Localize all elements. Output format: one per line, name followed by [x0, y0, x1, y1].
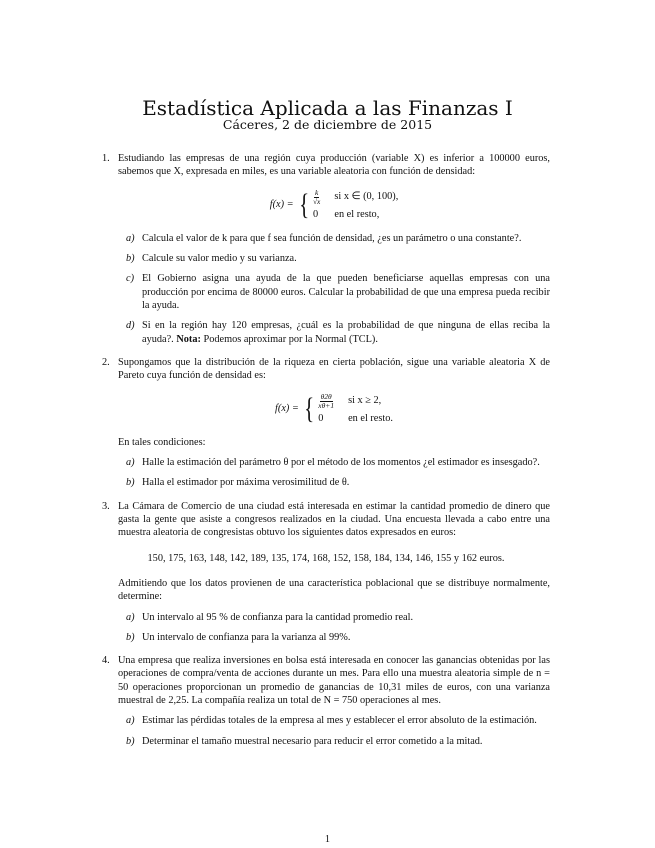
pareto-density-formula: [118, 393, 550, 425]
problem-statement: Estudiando las empresas de una región cuya producción (variable X) es inferior a 100000 euros, sabemos que X, expresada en miles, es una variable aleatoria con función de densidad:: [118, 153, 550, 178]
subquestion-label: a): [126, 611, 135, 623]
subquestions: [118, 611, 550, 645]
case1-condition: si x ∈ (0, 100),: [334, 191, 399, 203]
data-values: 150, 175, 163, 148, 142, 189, 135, 174, 168, 152, 158, 184, 134, 146, 155 y 162 euros.: [147, 552, 505, 564]
subquestions: [118, 456, 550, 490]
case1-denominator: xθ+1: [318, 400, 335, 410]
subquestion-a: [118, 456, 550, 469]
subquestion-text: Un intervalo al 95 % de confianza para la cantidad promedio real.: [142, 611, 414, 623]
problem-3: [102, 500, 550, 644]
problem-number: 2.: [102, 356, 110, 368]
subquestion-label: a): [126, 457, 135, 469]
formula-cases: [313, 189, 398, 221]
subquestion-label: d): [126, 320, 135, 332]
subquestion-label: b): [126, 631, 135, 643]
subquestion-text: Calcule su valor medio y su varianza.: [142, 253, 297, 265]
page-subtitle: Cáceres, 2 de diciembre de 2015: [222, 117, 433, 132]
problem-number: 1.: [102, 153, 110, 164]
case1-condition: si x ≥ 2,: [348, 395, 382, 407]
subquestion-text: Si en la región hay 120 empresas, ¿cuál es la probabilidad de que ninguna de ellas reciba la ayuda?.: [142, 320, 550, 345]
density-formula: [118, 189, 550, 221]
problem-continuation: Admitiendo que los datos provienen de una característica poblacional que se distribuye normalmente, determine:: [118, 577, 550, 603]
subquestion-label: a): [126, 232, 135, 244]
case2-value: 0: [312, 208, 319, 220]
problem-number: 3.: [102, 500, 110, 512]
subquestion-a: [118, 232, 550, 245]
note-text: Podemos aproximar por la Normal (TCL).: [203, 333, 378, 345]
problem-statement: Una empresa que realiza inversiones en bolsa está interesada en conocer las ganancias obtenidas por las operaciones de compra/venta de acciones durante un mes. Para ello una muestra aleatoria simple de n = 50 operaciones proporcionan un promedio de ganancias de 10,31 miles de euros, con una varianza muestral de 2,25. La compañía realiza un total de N = 750 operaciones al mes.: [118, 655, 550, 707]
case1-numerator: θ2θ: [320, 391, 332, 401]
subquestion-text: Calcula el valor de k para que f sea función de densidad, ¿es un parámetro o una constante?.: [142, 232, 522, 244]
left-brace: {: [298, 187, 309, 221]
formula-cases: [318, 393, 393, 425]
problem-2: [102, 356, 550, 490]
case1-value: [318, 393, 334, 410]
subquestion-text: Halle la estimación del parámetro θ por el método de los momentos ¿el estimador es insesgado?.: [142, 457, 540, 469]
subquestion-label: c): [126, 273, 134, 285]
subquestions: [118, 714, 550, 748]
case2-condition: en el resto.: [348, 412, 393, 424]
subquestion-b: [118, 476, 550, 489]
problem-statement: Supongamos que la distribución de la riqueza en cierta población, sigue una variable aleatoria X de Pareto cuya función de densidad es:: [118, 356, 550, 382]
case1-value: [313, 189, 320, 206]
page-title: Estadística Aplicada a las Finanzas I: [142, 96, 513, 120]
subquestion-a: [118, 714, 550, 727]
problem-number: 4.: [102, 655, 110, 667]
problem-list: [102, 152, 550, 758]
subquestions: [118, 232, 550, 346]
subquestion-text: Halla el estimador por máxima verosimilitud de θ.: [142, 477, 350, 489]
subquestion-d: [118, 319, 550, 346]
subquestion-text: Estimar las pérdidas totales de la empresa al mes y establecer el error absoluto de la estimación.: [142, 715, 537, 727]
case1-denominator: √x: [312, 196, 321, 206]
subquestion-a: [118, 611, 550, 624]
subquestion-b: [118, 252, 550, 265]
page-number: 1: [324, 834, 331, 845]
subquestion-text: El Gobierno asigna una ayuda de la que pueden beneficiarse aquellas empresas con una producción por encima de 80000 euros. Calcular la probabilidad de que una empresa pueda recibir la ayuda.: [142, 273, 550, 312]
subquestion-label: b): [126, 253, 135, 265]
subquestion-text: Determinar el tamaño muestral necesario para reducir el error cometido a la mitad.: [142, 735, 483, 747]
case2-value: 0: [318, 412, 324, 424]
formula-lhs: f(x) =: [275, 403, 299, 415]
problem-statement: La Cámara de Comercio de una ciudad está interesada en estimar la cantidad promedio de dinero que gasta la gente que asiste a congresos realizados en la ciudad. Una encuesta llevada a cabo entre una muestra aleatoria de congresistas obtuvo los siguientes datos expresados en euros:: [118, 500, 550, 539]
formula-lhs: f(x) =: [269, 199, 294, 211]
left-brace: {: [304, 391, 315, 425]
problem-continuation: En tales condiciones:: [118, 436, 206, 448]
note-label: Nota:: [176, 333, 201, 345]
subquestion-b: [118, 631, 550, 644]
subquestion-b: [118, 735, 550, 748]
case1-numerator: k: [314, 187, 319, 197]
problem-4: [102, 654, 550, 748]
problem-1: [102, 152, 550, 346]
subquestion-c: [118, 272, 550, 312]
subquestion-label: a): [126, 715, 135, 727]
subquestion-label: b): [126, 735, 135, 747]
case2-condition: en el resto,: [334, 208, 380, 220]
subquestion-text: Un intervalo de confianza para la varianza al 99%.: [142, 631, 351, 643]
subquestion-label: b): [126, 477, 135, 489]
